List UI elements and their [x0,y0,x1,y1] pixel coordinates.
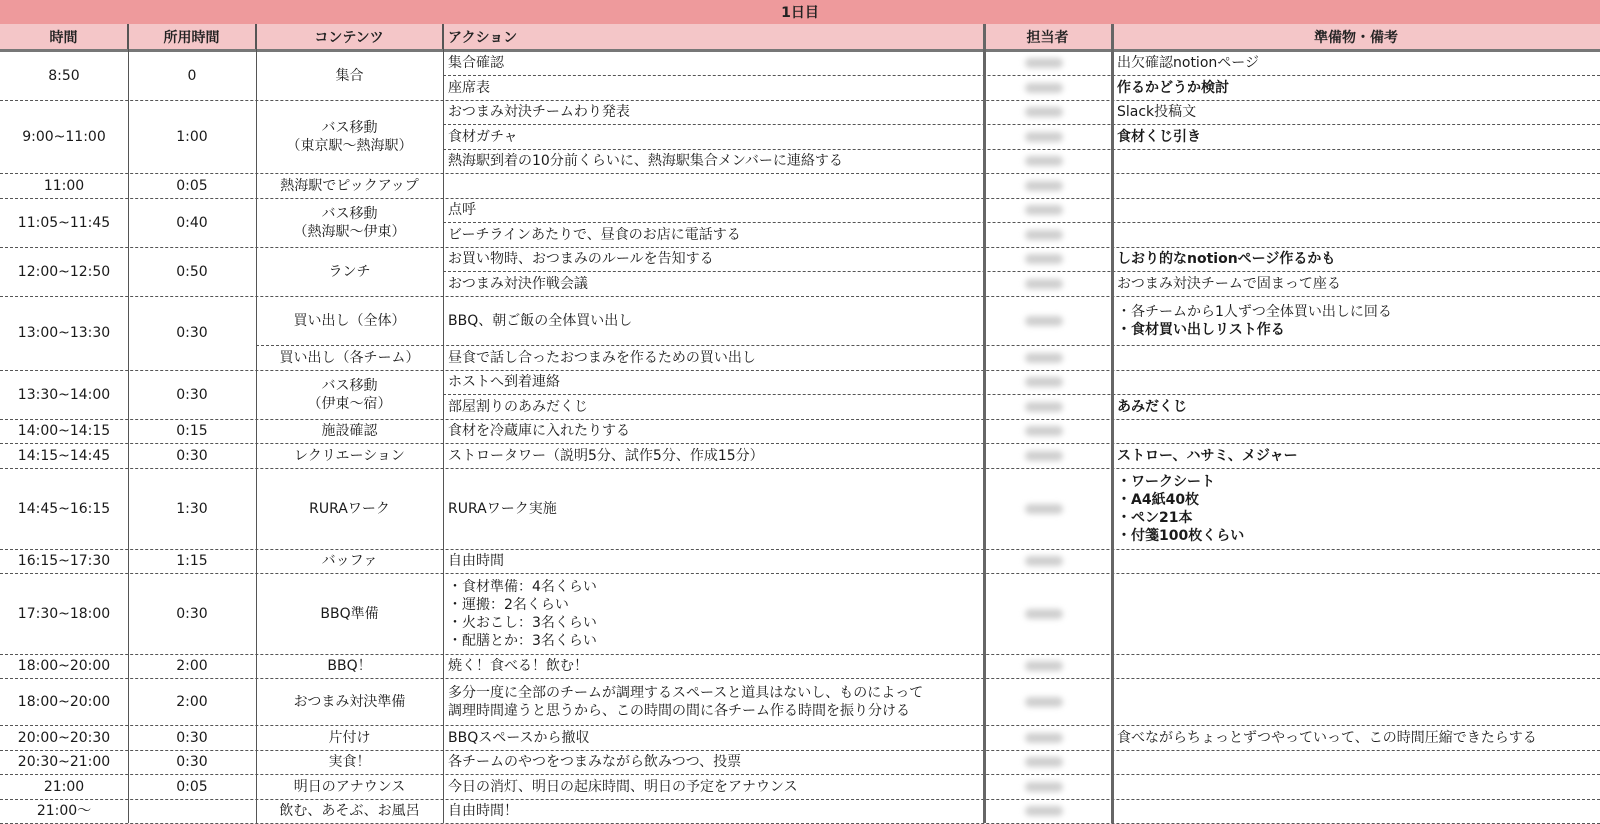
cell-line: ・付箋100枚くらい [1117,527,1245,544]
column-divider [128,24,129,823]
time-cell[interactable]: 11:05~11:45 [17,214,111,231]
notes-cell[interactable] [1112,173,1600,198]
duration-cell[interactable]: 0:15 [176,423,208,439]
cell-line: 食べながらちょっとずつやっていって、この時間圧縮できたらする [1117,729,1537,746]
person-cell-redacted[interactable] [990,654,1098,678]
redacted-name-blur [1025,181,1063,191]
content-cell[interactable] [256,774,443,799]
cell-line: ・ワークシート [1117,473,1215,490]
row-divider [443,222,1600,223]
redacted-name-blur [1025,83,1063,93]
row-divider [0,654,1600,655]
notes-cell[interactable] [1112,124,1600,149]
duration-cell[interactable]: 0 [187,67,197,84]
header-person[interactable]: 担当者 [984,24,1112,49]
duration-cell[interactable]: 1:30 [176,500,208,517]
cell-line: バス移動 [321,119,378,136]
cell-line: （伊東〜宿） [307,395,392,412]
content-cell[interactable] [256,173,443,198]
action-cell[interactable] [443,222,984,247]
cell-line: 各チームのやつをつまみながら飲みつつ、投票 [448,754,742,770]
time-cell[interactable]: 12:00~12:50 [17,263,111,280]
time-cell[interactable]: 11:00 [43,177,85,194]
action-cell[interactable] [443,296,984,345]
notes-cell[interactable] [1112,725,1600,750]
notes-cell[interactable] [1112,345,1600,370]
column-divider [983,24,986,823]
action-cell[interactable] [443,654,984,678]
time-cell[interactable]: 13:30~14:00 [17,386,111,403]
row-divider [0,774,1600,775]
content-cell[interactable] [256,370,443,419]
cell-line: ・各チームから1人ずつ全体買い出しに回る [1117,303,1392,320]
person-cell-redacted[interactable] [990,573,1098,654]
cell-line: 点呼 [448,202,476,218]
action-cell[interactable] [443,124,984,149]
redacted-name-blur [1025,132,1063,142]
row-divider [0,725,1600,726]
cell-line: ・運搬：2名くらい [448,596,569,613]
day-title[interactable]: 1日目 [0,0,1600,24]
redacted-name-blur [1025,107,1063,117]
cell-line: 多分一度に全部のチームが調理するスペースと道具はないし、ものによって [448,684,924,701]
notes-cell[interactable] [1112,654,1600,678]
cell-line: あみだくじ [1117,398,1187,415]
person-cell-redacted[interactable] [990,799,1098,823]
notes-cell[interactable] [1112,468,1600,549]
action-cell[interactable] [443,51,984,75]
cell-line: 食材くじ引き [1117,128,1201,145]
redacted-name-blur [1025,733,1063,743]
person-cell-redacted[interactable] [990,296,1098,345]
content-cell[interactable] [256,750,443,774]
person-cell-redacted[interactable] [990,678,1098,725]
duration-cell[interactable]: 0:40 [176,214,208,231]
duration-cell[interactable]: 0:30 [176,605,208,622]
notes-cell[interactable] [1112,51,1600,75]
redacted-name-blur [1025,451,1063,461]
redacted-name-blur [1025,205,1063,215]
time-cell[interactable]: 18:00~20:00 [17,693,111,710]
row-divider [0,100,1600,101]
cell-line: ・火おこし：3名くらい [448,614,597,631]
cell-line: 今日の消灯、明日の起床時間、明日の予定をアナウンス [448,778,798,795]
time-cell[interactable]: 18:00~20:00 [17,658,111,674]
cell-line: 部屋割りのあみだくじ [448,398,588,415]
header-duration[interactable]: 所用時間 [128,24,256,49]
column-divider [256,24,257,823]
cell-line: お買い物時、おつまみのルールを告知する [448,251,714,267]
cell-line: 飲む、あそぶ、お風呂 [279,803,420,819]
cell-line: おつまみ対決準備 [293,693,406,710]
cell-line: おつまみ対決チームわり発表 [448,104,630,120]
action-cell[interactable] [443,549,984,573]
cell-line: 作るかどうか検討 [1117,79,1229,96]
person-cell-redacted[interactable] [990,345,1098,370]
time-cell[interactable]: 21:00〜 [36,803,92,819]
cell-line: 自由時間 [448,553,504,569]
cell-line: 熱海駅到着の10分前くらいに、熱海駅集合メンバーに連絡する [448,153,843,169]
row-divider [443,271,1600,272]
cell-line: ストロー、ハサミ、メジャー [1117,447,1298,464]
person-cell-redacted[interactable] [990,124,1098,149]
row-divider [443,394,1600,395]
redacted-name-blur [1025,782,1063,792]
cell-line: RURAワーク実施 [448,500,557,517]
person-cell-redacted[interactable] [990,468,1098,549]
cell-line: 座席表 [448,79,490,96]
cell-line: バッファ [321,553,378,569]
cell-line: 自由時間！ [448,803,518,819]
person-cell-redacted[interactable] [990,271,1098,296]
cell-line: 片付け [328,729,371,746]
duration-cell[interactable]: 0:05 [176,177,208,194]
person-cell-redacted[interactable] [990,75,1098,100]
row-divider [443,149,1600,150]
row-divider [0,443,1600,444]
cell-line: ランチ [328,263,371,280]
content-cell[interactable] [256,468,443,549]
duration-cell[interactable]: 0:05 [176,778,208,795]
content-cell[interactable] [256,51,443,100]
action-cell[interactable] [443,198,984,222]
time-cell[interactable]: 14:15~14:45 [17,447,111,464]
cell-line: 昼食で話し合ったおつまみを作るための買い出し [448,349,756,366]
person-cell-redacted[interactable] [990,443,1098,468]
content-cell[interactable] [256,549,443,573]
redacted-name-blur [1025,806,1063,816]
action-cell[interactable] [443,370,984,394]
header-action[interactable]: アクション [443,24,984,49]
time-cell[interactable]: 17:30~18:00 [17,605,111,622]
action-cell[interactable] [443,75,984,100]
person-cell-redacted[interactable] [990,198,1098,222]
time-cell[interactable]: 13:00~13:30 [17,325,111,341]
header-notes[interactable]: 準備物・備考 [1112,24,1600,49]
cell-line: 集合確認 [448,55,504,71]
duration-cell[interactable]: 0:30 [176,386,208,403]
header-content[interactable]: コンテンツ [256,24,443,49]
row-divider [0,799,1600,800]
cell-line: 食材を冷蔵庫に入れたりする [448,423,630,439]
cell-line: ・配膳とか：3名くらい [448,632,597,649]
cell-line: おつまみ対決作戦会議 [448,275,588,292]
person-cell-redacted[interactable] [990,419,1098,443]
cell-line: レクリエーション [294,447,405,464]
action-cell[interactable] [443,774,984,799]
cell-line: ホストへ到着連絡 [448,374,560,390]
cell-line: ・食材買い出しリスト作る [1117,321,1285,338]
row-divider [0,468,1600,469]
content-cell[interactable] [256,443,443,468]
notes-cell[interactable] [1112,549,1600,573]
action-cell[interactable] [443,271,984,296]
redacted-name-blur [1025,377,1063,387]
person-cell-redacted[interactable] [990,370,1098,394]
redacted-name-blur [1025,230,1063,240]
action-cell[interactable] [443,573,984,654]
column-divider [1111,24,1114,823]
person-cell-redacted[interactable] [990,750,1098,774]
redacted-name-blur [1025,609,1063,619]
person-cell-redacted[interactable] [990,725,1098,750]
action-cell[interactable] [443,173,984,198]
person-cell-redacted[interactable] [990,100,1098,124]
notes-cell[interactable] [1112,247,1600,271]
cell-line: ・A4紙40枚 [1117,491,1200,508]
row-divider [0,419,1600,420]
action-cell[interactable] [443,725,984,750]
person-cell-redacted[interactable] [990,247,1098,271]
content-cell[interactable] [256,247,443,296]
person-cell-redacted[interactable] [990,222,1098,247]
cell-line: BBQ！ [327,658,372,674]
action-cell[interactable] [443,100,984,124]
time-cell[interactable]: 21:00 [43,778,85,795]
action-cell[interactable] [443,799,984,823]
cell-line: バス移動 [321,377,378,394]
duration-cell[interactable]: 2:00 [176,693,208,710]
cell-line: Slack投稿文 [1117,104,1197,120]
notes-cell[interactable] [1112,222,1600,247]
notes-cell[interactable] [1112,678,1600,725]
content-cell[interactable] [256,198,443,247]
person-cell-redacted[interactable] [990,394,1098,419]
row-divider [0,678,1600,679]
cell-line: （熱海駅〜伊東） [293,223,406,240]
action-cell[interactable] [443,443,984,468]
row-divider [443,124,1600,125]
action-cell[interactable] [443,247,984,271]
row-divider [443,75,1600,76]
content-cell[interactable] [256,678,443,725]
duration-cell[interactable]: 1:15 [176,553,208,569]
redacted-name-blur [1025,254,1063,264]
action-cell[interactable] [443,419,984,443]
cell-line: 食材ガチャ [448,128,518,145]
content-cell[interactable] [256,100,443,173]
cell-line: 施設確認 [321,423,378,439]
cell-line: 実食！ [328,754,371,770]
time-cell[interactable]: 20:00~20:30 [17,729,111,746]
notes-cell[interactable] [1112,100,1600,124]
person-cell-redacted[interactable] [990,549,1098,573]
row-divider [0,247,1600,248]
duration-cell[interactable]: 1:00 [176,128,208,145]
row-divider [0,296,1600,297]
person-cell-redacted[interactable] [990,51,1098,75]
redacted-name-blur [1025,426,1063,436]
duration-cell[interactable]: 0:50 [176,263,208,280]
redacted-name-blur [1025,156,1063,166]
redacted-name-blur [1025,402,1063,412]
redacted-name-blur [1025,316,1063,326]
content-cell[interactable] [256,799,443,823]
row-divider [0,750,1600,751]
row-divider [0,370,1600,371]
person-cell-redacted[interactable] [990,173,1098,198]
cell-line: 買い出し（全体） [293,312,406,329]
cell-line: 明日のアナウンス [293,778,406,795]
time-cell[interactable]: 9:00~11:00 [22,128,106,145]
duration-cell[interactable]: 0:30 [176,325,208,341]
action-cell[interactable] [443,750,984,774]
cell-line: ・ペン21本 [1117,509,1193,526]
cell-line: 出欠確認notionページ [1117,55,1259,71]
action-cell[interactable] [443,394,984,419]
header-time[interactable]: 時間 [0,24,128,49]
cell-line: ストロータワー（説明5分、試作5分、作成15分） [448,447,764,464]
cell-line: 焼く！食べる！飲む！ [448,658,588,674]
time-cell[interactable]: 20:30~21:00 [17,754,111,770]
action-cell[interactable] [443,678,984,725]
notes-cell[interactable] [1112,296,1600,345]
notes-cell[interactable] [1112,370,1600,394]
action-cell[interactable] [443,345,984,370]
time-cell[interactable]: 14:00~14:15 [17,423,111,439]
person-cell-redacted[interactable] [990,774,1098,799]
duration-cell[interactable]: 2:00 [176,658,208,674]
notes-cell[interactable] [1112,198,1600,222]
notes-cell[interactable] [1112,394,1600,419]
redacted-name-blur [1025,556,1063,566]
row-divider [0,573,1600,574]
content-cell[interactable] [256,654,443,678]
redacted-name-blur [1025,504,1063,514]
person-cell-redacted[interactable] [990,149,1098,173]
cell-line: （東京駅〜熱海駅） [286,137,413,154]
row-divider [0,549,1600,550]
cell-line: 集合 [335,67,364,84]
content-cell[interactable]: 買い出し（各チーム） [279,349,420,366]
content-cell[interactable] [256,725,443,750]
action-cell[interactable] [443,149,984,173]
content-cell[interactable] [256,573,443,654]
notes-cell[interactable] [1112,750,1600,774]
duration-cell[interactable] [128,799,256,823]
cell-line: 調理時間違うと思うから、この時間の間に各チーム作る時間を振り分ける [448,702,910,719]
duration-cell[interactable]: 0:30 [176,754,208,770]
time-cell[interactable]: 16:15~17:30 [17,553,111,569]
notes-cell[interactable] [1112,573,1600,654]
redacted-name-blur [1025,661,1063,671]
notes-cell[interactable] [1112,774,1600,799]
redacted-name-blur [1025,58,1063,68]
cell-line: ・食材準備：4名くらい [448,578,597,595]
cell-line: おつまみ対決チームで固まって座る [1117,275,1341,292]
cell-line: しおり的なnotionページ作るかも [1117,251,1336,267]
redacted-name-blur [1025,279,1063,289]
notes-cell[interactable] [1112,75,1600,100]
cell-line: RURAワーク [309,500,390,517]
time-cell[interactable]: 8:50 [48,67,80,84]
cell-line: BBQ、朝ご飯の全体買い出し [448,312,633,329]
notes-cell[interactable] [1112,149,1600,173]
action-cell[interactable] [443,468,984,549]
cell-line: BBQスペースから撤収 [448,729,590,746]
cell-line: BBQ準備 [320,605,379,622]
time-cell[interactable]: 14:45~16:15 [17,500,111,517]
redacted-name-blur [1025,757,1063,767]
notes-cell[interactable] [1112,443,1600,468]
notes-cell[interactable] [1112,419,1600,443]
row-divider [0,198,1600,199]
cell-line: ビーチラインあたりで、昼食のお店に電話する [448,226,741,243]
redacted-name-blur [1025,353,1063,363]
duration-cell[interactable]: 0:30 [176,447,208,464]
row-divider [256,345,1600,346]
cell-line: バス移動 [321,205,378,222]
row-divider [0,173,1600,174]
duration-cell[interactable]: 0:30 [176,729,208,746]
content-cell[interactable] [256,296,443,345]
notes-cell[interactable] [1112,271,1600,296]
column-divider [443,24,444,823]
notes-cell[interactable] [1112,799,1600,823]
content-cell[interactable] [256,419,443,443]
redacted-name-blur [1025,697,1063,707]
cell-line: 熱海駅でピックアップ [280,177,419,194]
